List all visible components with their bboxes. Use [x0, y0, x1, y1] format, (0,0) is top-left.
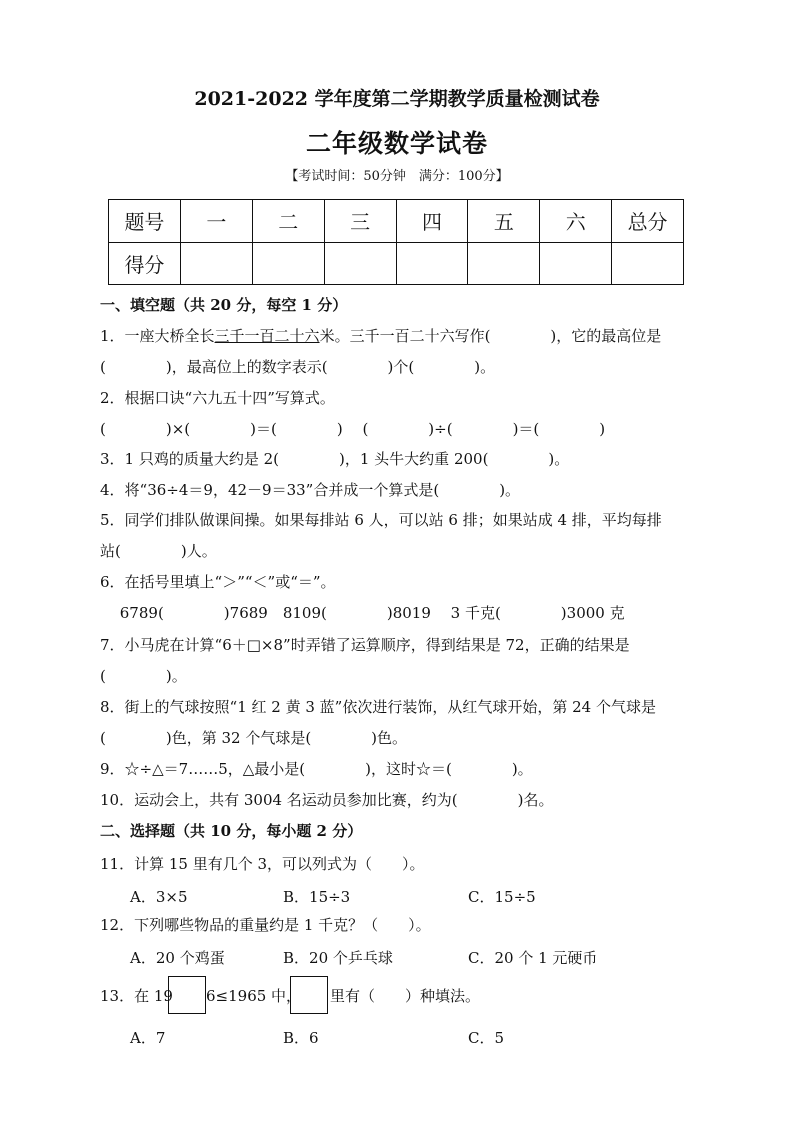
answer-box — [168, 976, 206, 1014]
question-line: 4．将“36÷4＝9，42－9＝33”合并成一个算式是( )。 — [100, 481, 521, 499]
option-b: B．6 — [283, 1029, 319, 1047]
score-table — [108, 199, 684, 285]
option-b: B．15÷3 — [283, 888, 351, 906]
question-text: 米。三千一百二十六写作( )，它的最高位是 — [319, 327, 662, 345]
score-row-label: 得分 — [109, 242, 181, 285]
question-line: 3．1 只鸡的质量大约是 2( )，1 头牛大约重 200( )。 — [100, 450, 570, 468]
question-line: 7．小马虎在计算“6＋□×8”时弄错了运算顺序，得到结果是 72，正确的结果是 — [100, 636, 630, 654]
option-c: C．20 个 1 元硬币 — [468, 949, 598, 967]
exam-title: 2021-2022 学年度第二学期教学质量检测试卷 — [194, 88, 600, 110]
question-text: 13．在 19 — [100, 987, 173, 1005]
score-cell — [324, 242, 396, 285]
question-line: ( )×( )＝( ) ( )÷( )＝( ) — [100, 420, 606, 438]
score-cell — [252, 242, 324, 285]
question-line: 站( )人。 — [100, 542, 217, 560]
question-line: 5．同学们排队做课间操。如果每排站 6 人，可以站 6 排；如果站成 4 排，平均每排 — [100, 511, 662, 529]
question-line: ( )色，第 32 个气球是( )色。 — [100, 729, 408, 747]
underlined-text: 三千一百二十六 — [214, 327, 320, 345]
section-heading: 二、选择题（共 10 分，每小题 2 分） — [100, 822, 363, 840]
question-line: 12．下列哪些物品的重量约是 1 千克？（ ）。 — [100, 916, 431, 934]
option-c: C．5 — [468, 1029, 505, 1047]
option-a: A．20 个鸡蛋 — [130, 949, 225, 967]
score-cell — [612, 242, 684, 285]
score-cell — [468, 242, 540, 285]
question-line: 8．街上的气球按照“1 红 2 黄 3 蓝”依次进行装饰，从红气球开始，第 24 个气球是 — [100, 698, 656, 716]
question-text: 6≤1965 中， — [206, 987, 302, 1005]
question-line: 2．根据口诀“六九五十四”写算式。 — [100, 389, 335, 407]
option-a: A．3×5 — [130, 888, 188, 906]
score-header-cell: 三 — [324, 200, 396, 243]
exam-subtitle: 二年级数学试卷 — [305, 129, 488, 158]
score-header-cell: 四 — [396, 200, 468, 243]
question-line: ( )。 — [100, 667, 187, 685]
question-line — [100, 327, 700, 345]
score-header-cell: 题号 — [109, 200, 181, 243]
exam-meta: 【考试时间：50分钟 满分：100分】 — [285, 169, 509, 184]
question-text: 里有（ ）种填法。 — [330, 987, 481, 1005]
question-line: 6．在括号里填上“＞”“＜”或“＝”。 — [100, 573, 336, 591]
question-line: 6789( )7689 8109( )8019 3 千克( )3000 克 — [100, 604, 625, 622]
score-cell — [180, 242, 252, 285]
question-line: 10．运动会上，共有 3004 名运动员参加比赛，约为( )名。 — [100, 791, 554, 809]
option-c: C．15÷5 — [468, 888, 536, 906]
question-line: ( )，最高位上的数字表示( )个( )。 — [100, 358, 496, 376]
question-line: 11．计算 15 里有几个 3，可以列式为（ ）。 — [100, 855, 425, 873]
answer-box — [290, 976, 328, 1014]
option-b: B．20 个乒乓球 — [283, 949, 393, 967]
score-header-cell: 五 — [468, 200, 540, 243]
score-header-cell: 总分 — [612, 200, 684, 243]
score-table-header-row — [109, 200, 684, 243]
question-line: 9．☆÷△＝7……5，△最小是( )，这时☆＝( )。 — [100, 760, 533, 778]
score-cell — [396, 242, 468, 285]
score-header-cell: 六 — [540, 200, 612, 243]
score-header-cell: 二 — [252, 200, 324, 243]
score-cell — [540, 242, 612, 285]
section-heading: 一、填空题（共 20 分，每空 1 分） — [100, 296, 348, 314]
score-table-score-row — [109, 242, 684, 285]
option-a: A．7 — [130, 1029, 166, 1047]
question-text: 1．一座大桥全长 — [100, 327, 215, 345]
score-header-cell: 一 — [180, 200, 252, 243]
